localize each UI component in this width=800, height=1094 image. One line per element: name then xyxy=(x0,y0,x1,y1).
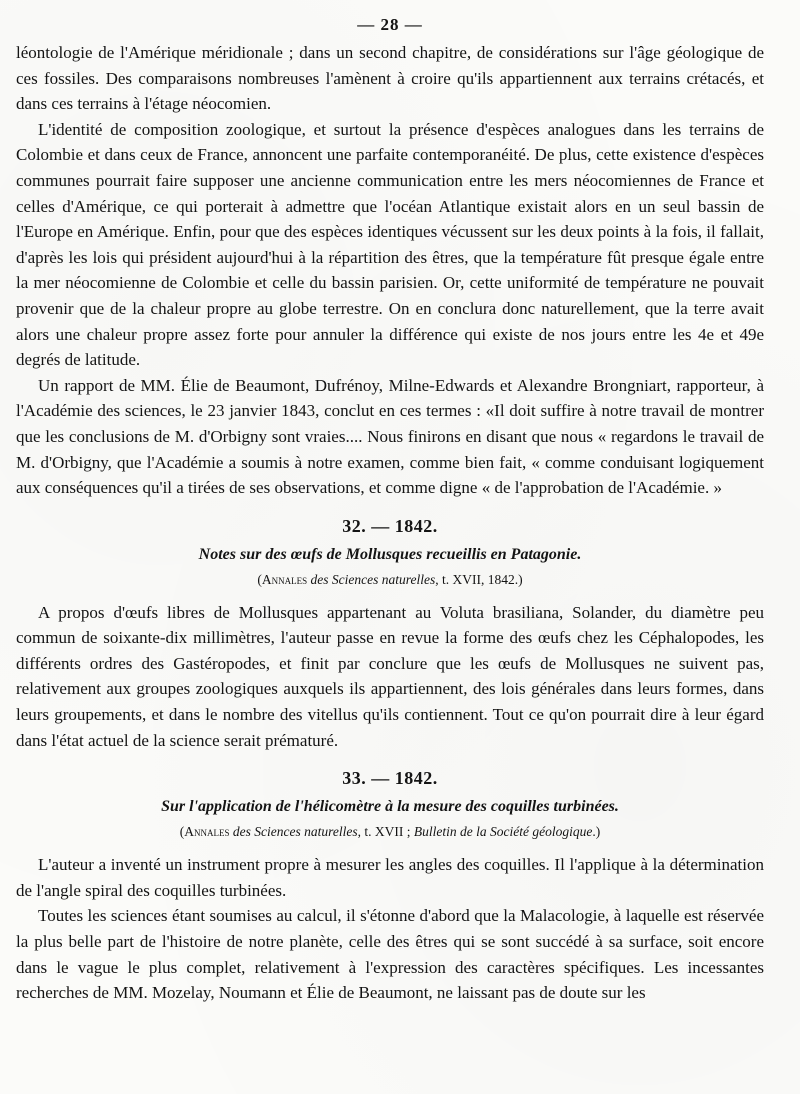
paragraph-identity: L'identité de composition zoologique, et surtout la présence d'espèces analogues dans les terrains de Colombie et dans ceux de France, annoncent une parfaite contemporanéité. De plus, cette existence d'espèces communes pourrait faire supposer une ancienne communication entre les mers néocomiennes de France et celles d'Amérique, ce qui porterait à admettre que l'océan Atlantique existait alors en un seul bassin de l'Europe en Amérique. Enfin, pour que des espèces identiques vécussent sur les deux points à la fois, il fallait, d'après les lois qui président aujourd'hui à la répartition des êtres, que la température fût presque égale entre la mer néocomienne de Colombie et celle du bassin parisien. Or, cette uniformité de température ne pouvait provenir que de la chaleur propre au globe terrestre. On en conclura donc naturellement, que la terre avait alors une chaleur propre assez forte pour annuler la différence qui existe de nos jours entre les 4e et 49e degrés de latitude. xyxy=(16,119,764,370)
citation-prefix: (Annales xyxy=(179,824,233,840)
citation-suffix: , t. XVII, 1842.) xyxy=(435,571,523,587)
section-32-paragraph: A propos d'œufs libres de Mollusques appartenant au Voluta brasiliana, Solander, du diamètre peu commun de soixante-dix millimètres, l'auteur passe en revue la forme des œufs chez les Céphalopodes, les différents ordres des Gastéropodes, et finit par conclure que les œufs de Mollusques ne suivent pas, relativement aux groupes zoologiques auxquels ils appartiennent, des lois générales dans leurs formes, dans leurs groupements, et dans le nombre des vitellus qu'ils contiennent. Tout ce qu'on pourrait dire à leur égard dans l'état actuel de la science serait prématuré. xyxy=(16,602,764,750)
section-33-title: Sur l'application de l'hélicomètre à la mesure des coquilles turbinées. xyxy=(161,798,619,816)
paragraph-report: Un rapport de MM. Élie de Beaumont, Dufrénoy, Milne-Edwards et Alexandre Brongniart, rapporteur, à l'Académie des sciences, le 23 janvier 1843, conclut en ces termes : «Il doit suffire à notre travail de montrer que les conclusions de M. d'Orbigny sont vraies.... Nous finirons en disant que nous « regardons le travail de M. d'Orbigny, que l'Académie a soumis à notre examen, comme bien fait, « comme conduisant logiquement aux conséquences qu'il a tirées de ses observations, et comme digne « de l'approbation de l'Académie. » xyxy=(16,375,764,498)
citation-bulletin: Bulletin de la Société géologique xyxy=(413,824,593,840)
citation-journal: des Sciences naturelles xyxy=(232,824,358,840)
section-33-number: 33. — 1842. xyxy=(342,768,438,789)
section-32-title: Notes sur des œufs de Mollusques recueillis en Patagonie. xyxy=(198,545,582,563)
section-32-number: 32. — 1842. xyxy=(342,515,438,536)
citation-prefix: (Annales xyxy=(257,571,311,587)
citation-journal: des Sciences naturelles xyxy=(310,571,436,587)
section-32-citation xyxy=(16,570,764,590)
section-33-citation xyxy=(16,822,764,842)
section-33-paragraph-2: Toutes les sciences étant soumises au calcul, il s'étonne d'abord que la Malacologie, à laquelle est réservée la plus belle part de l'histoire de notre planète, celle des êtres qui se sont succédé à sa surface, soit encore dans le vague le plus complet, relativement à l'expression des caractères spécifiques. Les incessantes recherches de MM. Mozelay, Noumann et Élie de Beaumont, ne laissant pas de doute sur les xyxy=(16,906,764,1003)
section-33-paragraph-1: L'auteur a inventé un instrument propre à mesurer les angles des coquilles. Il l'applique à la détermination de l'angle spiral des coquilles turbinées. xyxy=(16,855,764,900)
page-number: — 28 — xyxy=(357,15,423,34)
citation-middle: , t. XVII ; xyxy=(357,824,414,840)
citation-suffix: .) xyxy=(592,824,601,840)
paragraph-continuation: léontologie de l'Amérique méridionale ; dans un second chapitre, de considérations sur l'âge géologique de ces fossiles. Des comparaisons nombreuses l'amènent à croire qu'ils appartiennent aux terrains crétacés, et dans ces terrains à l'étage néocomien. xyxy=(16,43,764,114)
